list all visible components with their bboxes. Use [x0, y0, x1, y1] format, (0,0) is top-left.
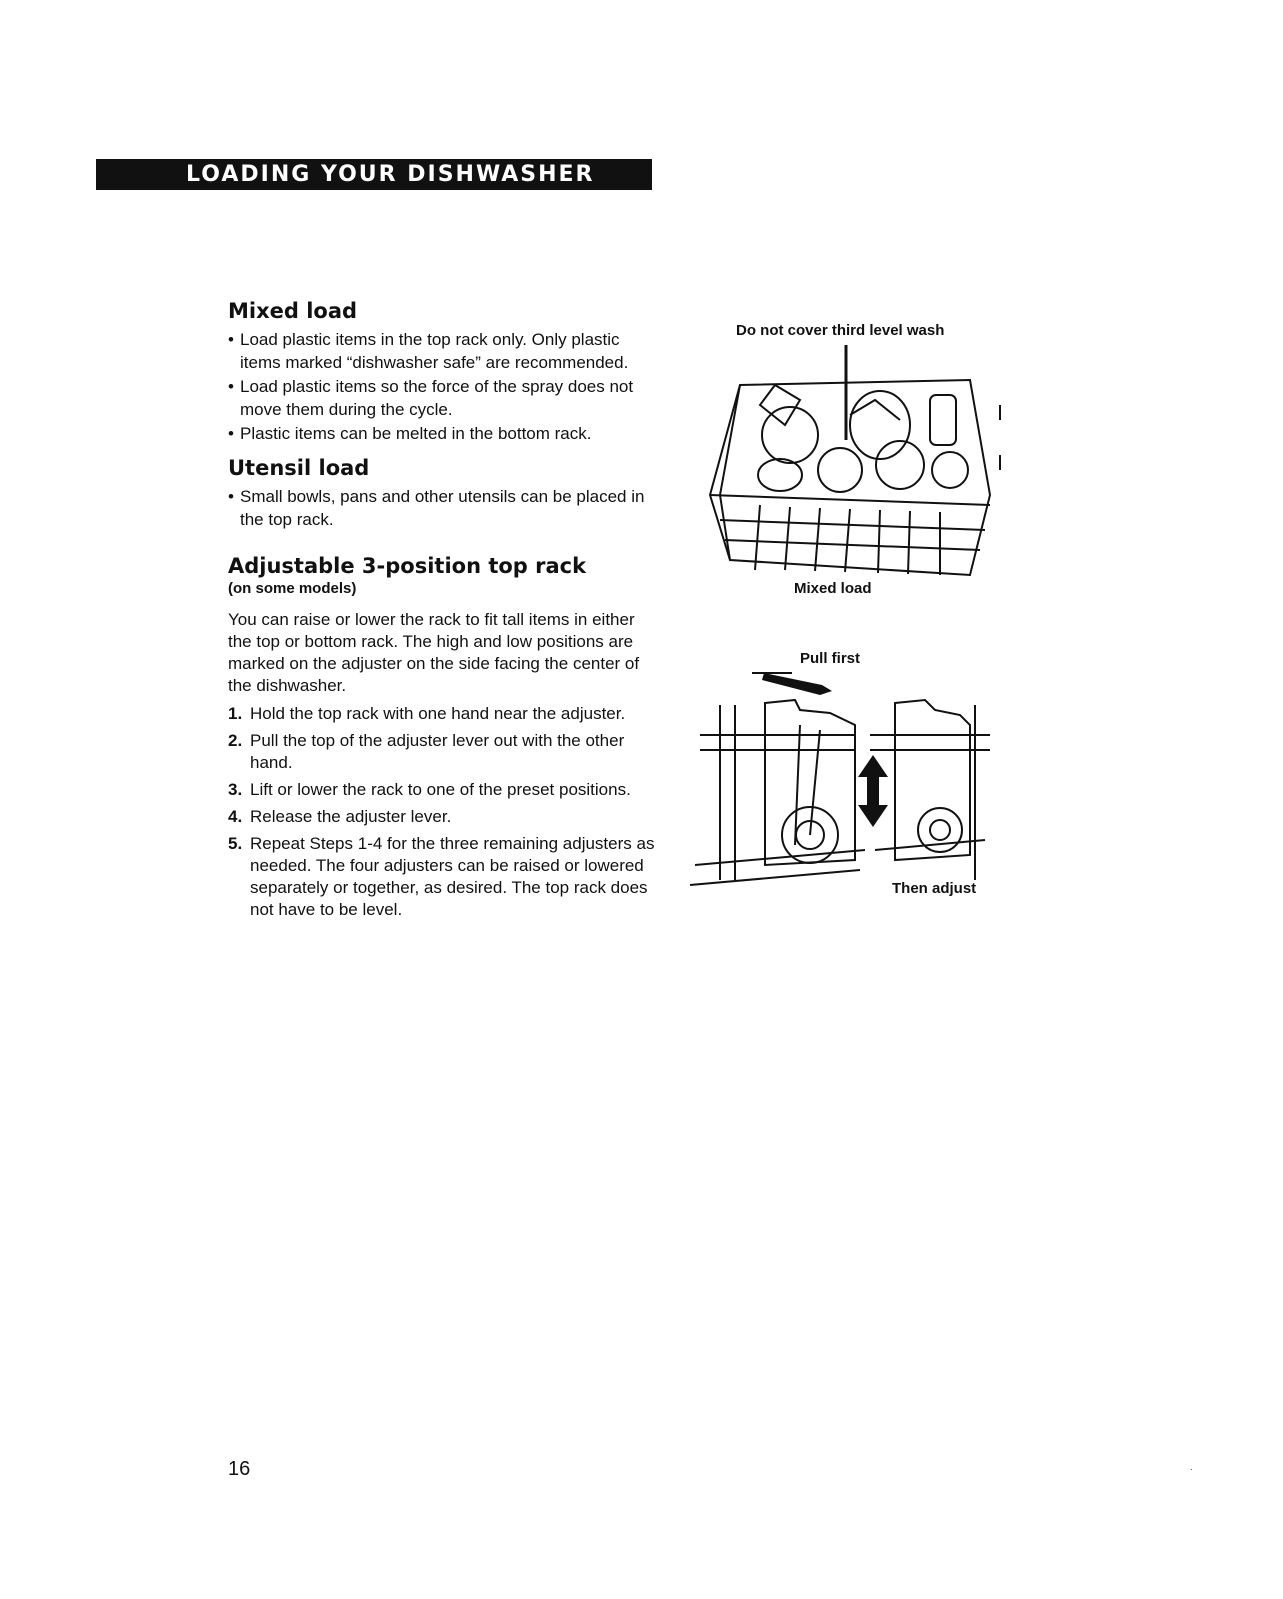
step-text: Repeat Steps 1-4 for the three remaining adjusters as needed. The four adjusters can be raised or lowered separately or together, as desired. The top rack does not have to be level. — [250, 834, 655, 919]
step-number: 5. — [228, 834, 243, 853]
rack-bottom-caption: Mixed load — [794, 580, 872, 597]
utensil-load-list — [228, 485, 658, 531]
up-down-arrow-icon — [858, 755, 888, 827]
mixed-load-heading: Mixed load — [228, 299, 358, 323]
step-number: 1. — [228, 704, 243, 723]
adjuster-then-caption: Then adjust — [892, 880, 977, 897]
adjustable-rack-intro: You can raise or lower the rack to fit tall items in either the top or bottom rack. The high and low positions are marked on the adjuster on the side facing the center of the dishwasher. — [228, 610, 640, 695]
step-item — [228, 833, 658, 921]
adjustable-rack-steps — [228, 703, 658, 921]
instructions-column — [228, 298, 658, 926]
list-item: • Plastic items can be melted in the bottom rack. — [228, 422, 658, 445]
rack-top-caption: Do not cover third level wash — [736, 322, 945, 339]
banner-title: LOADING YOUR DISHWASHER — [186, 162, 595, 187]
adjuster-pull-caption: Pull first — [800, 650, 861, 667]
page-number: 16 — [228, 1458, 251, 1480]
step-number: 2. — [228, 731, 243, 750]
step-number: 4. — [228, 807, 243, 826]
mixed-load-rack-illustration — [700, 345, 1006, 593]
step-text: Lift or lower the rack to one of the preset positions. — [250, 780, 631, 799]
mixed-load-list — [228, 328, 658, 445]
scan-speck: . — [1190, 1462, 1193, 1473]
step-item — [228, 703, 658, 725]
step-number: 3. — [228, 780, 243, 799]
adjustable-rack-heading: Adjustable 3-position top rack — [228, 554, 587, 578]
section-banner — [96, 159, 652, 190]
step-item — [228, 779, 658, 801]
adjustable-rack-subheading: (on some models) — [228, 580, 357, 597]
pull-arrow-icon — [762, 673, 832, 695]
step-text: Pull the top of the adjuster lever out with the other hand. — [250, 731, 625, 772]
step-text: Hold the top rack with one hand near the adjuster. — [250, 704, 626, 723]
list-item: • Load plastic items in the top rack only. Only plastic items marked “dishwasher safe” are recommended. — [228, 328, 658, 374]
utensil-load-heading: Utensil load — [228, 456, 370, 480]
list-item: • Small bowls, pans and other utensils can be placed in the top rack. — [228, 485, 658, 531]
step-item — [228, 806, 658, 828]
list-item: • Load plastic items so the force of the spray does not move them during the cycle. — [228, 375, 658, 421]
rack-adjuster-illustration — [690, 655, 990, 905]
step-text: Release the adjuster lever. — [250, 807, 452, 826]
step-item — [228, 730, 658, 774]
